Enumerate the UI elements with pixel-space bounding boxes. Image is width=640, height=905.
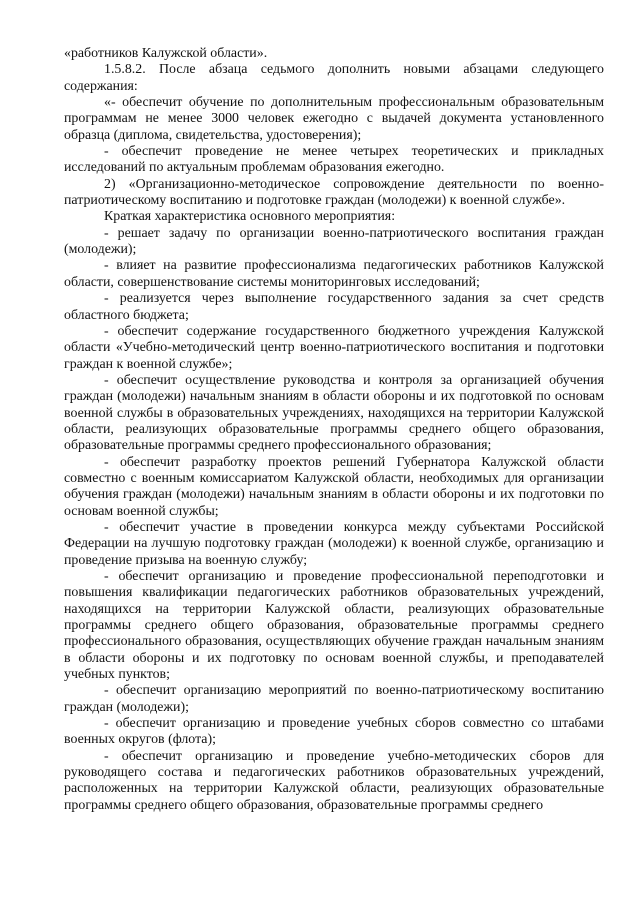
list-item-professionalism: - влияет на развитие профессионализма педагогических работников Калужской области, совершенствование системы мониторинговых исследований; (64, 258, 604, 290)
paragraph-item-2-title: 2) «Организационно-методическое сопровождение деятельности по военно-патриотическому воспитанию и подготовке граждан (молодежи) к военной службе». (64, 176, 604, 209)
list-item-retraining: - обеспечит организацию и проведение профессиональной переподготовки и повышения квалификации педагогических работников образовательных учреждений, находящихся на территории Калужской области, реализующих образовательные программы среднего общего образования, образовательные программы среднего профессионального образования, осуществляющих обучение граждан начальным знаниям в области обороны и их подготовку по основам военной службы, и преподавателей учебных пунктов; (64, 569, 604, 683)
paragraph-intro-quote: «работников Калужской области». (64, 46, 268, 61)
document-page (64, 46, 604, 814)
paragraph-1-5-8-2: 1.5.8.2. После абзаца седьмого дополнить новыми абзацами следующего содержания: (64, 62, 604, 94)
paragraph-characteristic-heading: Краткая характеристика основного мероприятия: (104, 209, 396, 225)
list-item-patriotic-events: - обеспечит организацию мероприятий по военно-патриотическому воспитанию граждан (молодежи); (64, 683, 604, 715)
list-item-task: - решает задачу по организации военно-патриотического воспитания граждан (молодежи); (64, 225, 604, 258)
list-item-state-task: - реализуется через выполнение государственного задания за счет средств областного бюджета; (64, 291, 604, 323)
paragraph-training-3000: «- обеспечит обучение по дополнительным профессиональным образовательным программам не менее 3000 человек ежегодно с выдачей документа установленного образца (диплома, свидетельства, удостоверения); (64, 95, 604, 143)
list-item-control: - обеспечит осуществление руководства и контроля за организацией обучения граждан (молодежи) начальным знаниям в области обороны и их подготовкой по основам военной службы в образовательных учреждениях, находящихся на территории Калужской области, реализующих образовательные программы среднего общего образования, образовательные программы среднего профессионального образования; (64, 372, 604, 454)
list-item-contest: - обеспечит участие в проведении конкурса между субъектами Российской Федерации на лучшую подготовку граждан (молодежи) к военной службе, организацию и проведение призыва на военную службу; (64, 519, 604, 568)
list-item-institution: - обеспечит содержание государственного бюджетного учреждения Калужской области «Учебно-методический центр военно-патриотического воспитания и подготовки граждан к военной службе»; (64, 323, 604, 372)
list-item-governor-decisions: - обеспечит разработку проектов решений Губернатора Калужской области совместно с военным комиссариатом Калужской области, необходимых для организации обучения граждан (молодежи) начальным знаниям в области обороны и их подготовки по основам военной службы; (64, 454, 604, 519)
list-item-training-camps: - обеспечит организацию и проведение учебных сборов совместно со штабами военных округов (флота); (64, 716, 604, 748)
list-item-methodical-camps: - обеспечит организацию и проведение учебно-методических сборов для руководящего состава и педагогических работников образовательных учреждений, расположенных на территории Калужской области, реализующих образовательные программы среднего общего образования, образовательные программы среднего (64, 748, 604, 813)
paragraph-research: - обеспечит проведение не менее четырех теоретических и прикладных исследований по актуальным проблемам образования ежегодно. (64, 144, 604, 176)
